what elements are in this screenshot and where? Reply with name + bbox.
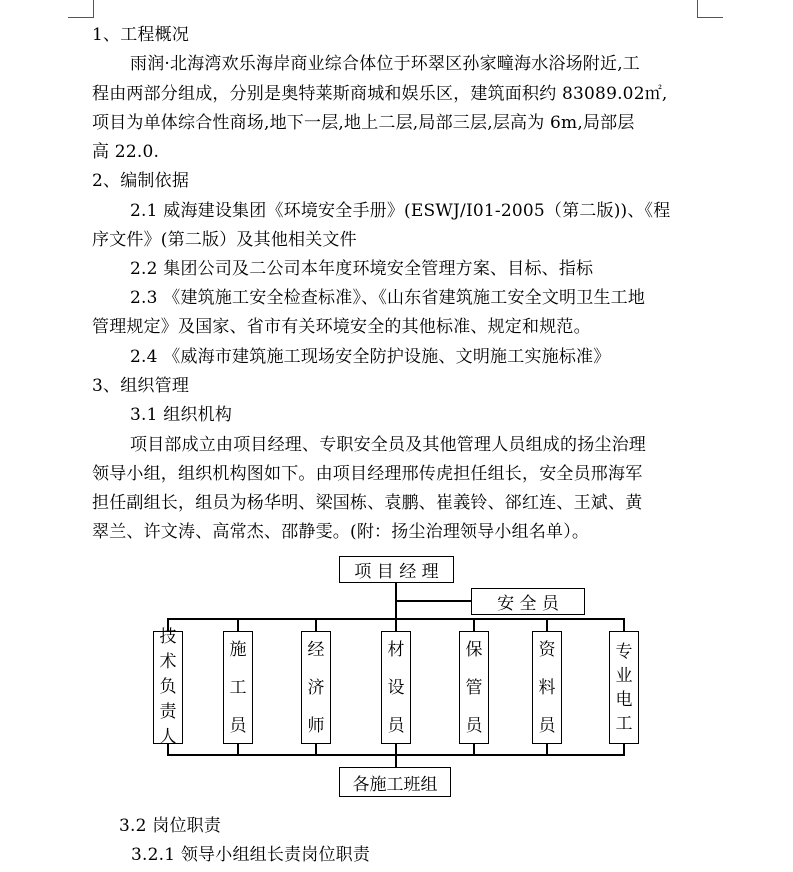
crop-mark-left-vertical bbox=[93, 0, 94, 18]
org-char: 经 bbox=[307, 639, 325, 660]
org-char: 员 bbox=[229, 715, 247, 736]
crop-mark-right-horizontal bbox=[697, 17, 723, 18]
org-char: 责 bbox=[159, 702, 177, 722]
paragraph-3-line-2: 领导小组，组织机构图如下。由项目经理邢传虎担任组长，安全员邢海军 bbox=[92, 464, 643, 484]
org-box-economist bbox=[301, 631, 331, 744]
paragraph-3-line-3: 担任副组长，组员为杨华明、梁国栋、袁鹏、崔義铃、郤红连、王斌、黄 bbox=[92, 493, 643, 513]
basis-2-3-line-1: 2.3 《建筑施工安全检查标准》、《山东省建筑施工安全文明卫生工地 bbox=[130, 288, 646, 308]
org-char: 负 bbox=[159, 677, 177, 697]
org-box-electrician bbox=[609, 631, 639, 744]
crop-mark-left-horizontal bbox=[68, 17, 94, 18]
heading-3-2: 3.2 岗位职责 bbox=[119, 816, 222, 836]
basis-2-1-line-1: 2.1 威海建设集团《环境安全手册》(ESWJ/I01-2005（第二版))、《程 bbox=[130, 201, 671, 221]
org-line-lower-bus bbox=[167, 754, 625, 756]
org-char: 技 bbox=[159, 627, 177, 647]
org-char: 料 bbox=[538, 677, 556, 698]
org-char: 济 bbox=[307, 677, 325, 698]
org-line-document-down bbox=[546, 743, 548, 755]
org-char: 业 bbox=[615, 665, 633, 686]
org-box-work-teams: 各施工班组 bbox=[339, 767, 451, 797]
heading-2: 2、编制依据 bbox=[92, 171, 190, 191]
org-line-electrician-down bbox=[623, 743, 625, 755]
org-char: 员 bbox=[465, 715, 483, 736]
org-box-construction-officer bbox=[223, 631, 253, 744]
org-char: 术 bbox=[159, 652, 177, 672]
org-box-document-officer bbox=[532, 631, 562, 744]
paragraph-1-line-2: 程由两部分组成，分别是奥特莱斯商城和娱乐区，建筑面积约 83089.02㎡, bbox=[92, 84, 668, 104]
org-line-construction-down bbox=[237, 743, 239, 755]
org-char: 资 bbox=[538, 639, 556, 660]
heading-3: 3、组织管理 bbox=[92, 376, 190, 396]
heading-3-1: 3.1 组织机构 bbox=[130, 405, 233, 425]
basis-2-4: 2.4 《威海市建筑施工现场安全防护设施、文明施工实施标准》 bbox=[130, 347, 611, 367]
org-char: 员 bbox=[387, 715, 405, 736]
org-box-material-officer bbox=[381, 631, 411, 744]
org-char: 设 bbox=[387, 677, 405, 698]
paragraph-1-line-4: 高 22.0. bbox=[92, 142, 160, 162]
org-line-custodian-down bbox=[473, 743, 475, 755]
paragraph-1-line-3: 项目为单体综合性商场,地下一层,地上二层,局部三层,层高为 6m,局部层 bbox=[92, 113, 635, 133]
org-box-safety-officer: 安 全 员 bbox=[471, 588, 585, 615]
paragraph-3-line-1: 项目部成立由项目经理、专职安全员及其他管理人员组成的扬尘治理 bbox=[130, 435, 646, 455]
crop-mark-right-vertical bbox=[697, 0, 698, 18]
org-char: 员 bbox=[538, 715, 556, 736]
basis-2-1-line-2: 序文件》(第二版）及其他相关文件 bbox=[92, 230, 357, 250]
org-line-electrician-up bbox=[623, 618, 625, 632]
org-char: 电 bbox=[615, 689, 633, 710]
org-char: 人 bbox=[159, 727, 177, 747]
org-char: 工 bbox=[615, 713, 633, 734]
org-char: 专 bbox=[615, 641, 633, 662]
org-char: 管 bbox=[465, 677, 483, 698]
paragraph-3-line-4: 翠兰、许文涛、高常杰、邵静雯。(附：扬尘治理领导小组名单）。 bbox=[92, 522, 590, 542]
org-char: 师 bbox=[307, 715, 325, 736]
paragraph-1-line-1: 雨润·北海湾欢乐海岸商业综合体位于环翠区孙家疃海水浴场附近,工 bbox=[130, 54, 641, 74]
org-line-safety-branch bbox=[395, 600, 473, 602]
heading-3-2-1: 3.2.1 领导小组组长责岗位职责 bbox=[131, 845, 371, 865]
org-box-tech-lead bbox=[153, 627, 183, 747]
basis-2-3-line-2: 管理规定》及国家、省市有关环境安全的其他标准、规定和规范。 bbox=[92, 317, 591, 337]
org-line-upper-bus bbox=[167, 618, 625, 620]
org-box-project-manager: 项 目 经 理 bbox=[339, 556, 454, 583]
org-char: 工 bbox=[229, 677, 247, 698]
org-char: 施 bbox=[229, 639, 247, 660]
basis-2-2: 2.2 集团公司及二公司本年度环境安全管理方案、目标、指标 bbox=[130, 259, 594, 279]
org-char: 保 bbox=[465, 639, 483, 660]
org-box-custodian bbox=[459, 631, 489, 744]
heading-1: 1、工程概况 bbox=[92, 25, 190, 45]
org-line-economist-down bbox=[315, 743, 317, 755]
org-char: 材 bbox=[387, 639, 405, 660]
